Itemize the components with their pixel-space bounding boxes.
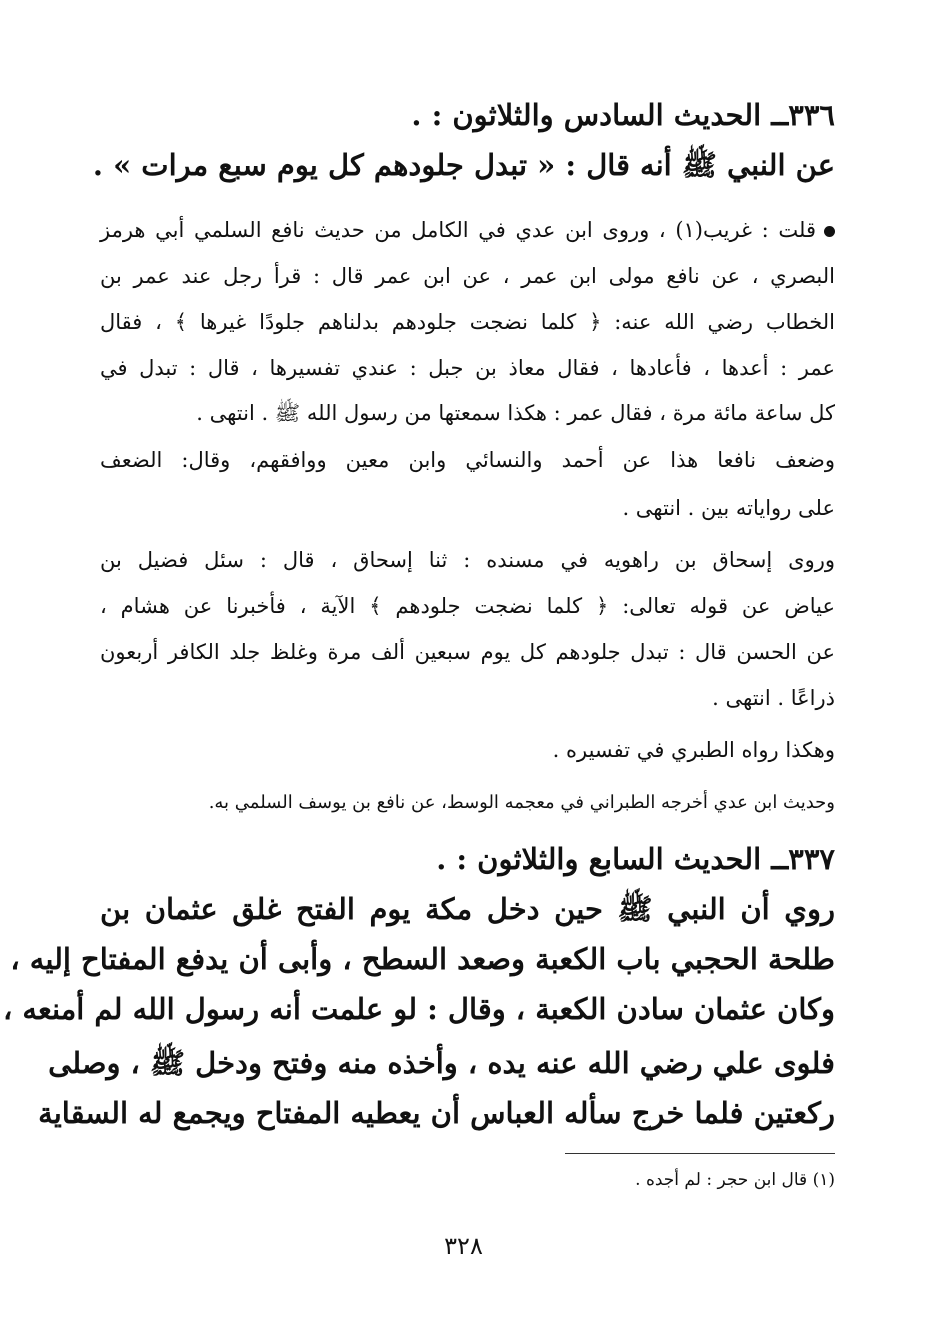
ishaq-line-3: عن الحسن قال : تبدل جلودهم كل يوم سبعين ألف مرة وغلظ جلد الكافر أربعون	[100, 640, 835, 664]
weakness-line-1: وضعف نافعا هذا عن أحمد والنسائي وابن معين ووافقهم، وقال: الضعف	[100, 448, 836, 472]
bullet-icon	[824, 226, 835, 237]
hadith-336-heading: ٣٣٦ــ الحديث السادس والثلاثون : .	[411, 98, 835, 132]
hadith-337-line-2: طلحة الحجبي باب الكعبة وصعد السطح ، وأبى أن يدفع المفتاح إليه ،	[10, 942, 835, 976]
hadith-337-line-1: روي أن النبي ﷺ حين دخل مكة يوم الفتح غلق عثمان بن	[100, 892, 835, 926]
page-number: ٣٢٨	[444, 1232, 483, 1260]
hadith-337-heading: ٣٣٧ــ الحديث السابع والثلاثون : .	[436, 842, 835, 876]
hadith-337-line-4: فلوى علي رضي الله عنه يده ، وأخذه منه وفتح ودخل ﷺ ، وصلى	[48, 1046, 835, 1080]
commentary-line-1: قلت : غريب(١) ، وروى ابن عدي في الكامل من حديث نافع السلمي أبي هرمز	[100, 218, 835, 242]
commentary-line-2: البصري ، عن نافع مولى ابن عمر ، عن ابن عمر قال : قرأ رجل عند عمر بن	[100, 264, 835, 288]
commentary-line-4: عمر : أعدها ، فأعادها ، فقال معاذ بن جبل : عندي تفسيرها ، قال : تبدل في	[100, 356, 835, 380]
hadith-337-line-5: ركعتين فلما خرج سأله العباس أن يعطيه المفتاح ويجمع له السقاية	[38, 1096, 835, 1130]
ishaq-line-2: عياض عن قوله تعالى: ﴿ كلما نضجت جلودهم ﴾ الآية ، فأخبرنا عن هشام ،	[100, 594, 835, 618]
hadith-337-line-3: وكان عثمان سادن الكعبة ، وقال : لو علمت أنه رسول الله لم أمنعه ،	[2, 992, 835, 1026]
commentary-line-5: كل ساعة مائة مرة ، فقال عمر : هكذا سمعتها من رسول الله ﷺ . انتهى .	[196, 401, 835, 425]
tabarani-line: وحديث ابن عدي أخرجه الطبراني في معجمه الوسط، عن نافع بن يوسف السلمي به.	[208, 792, 835, 813]
weakness-line-2: على رواياته بين . انتهى .	[622, 496, 835, 520]
hadith-336-text: عن النبي ﷺ أنه قال : « تبدل جلودهم كل يوم سبع مرات » .	[92, 148, 835, 182]
ishaq-line-1: وروى إسحاق بن راهويه في مسنده : ثنا إسحاق ، قال : سئل فضيل بن	[100, 548, 835, 572]
commentary-line-3: الخطاب رضي الله عنه: ﴿ كلما نضجت جلودهم بدلناهم جلودًا غيرها ﴾ ، فقال	[100, 310, 835, 334]
tabari-line: وهكذا رواه الطبري في تفسيره .	[552, 738, 835, 762]
ishaq-line-4: ذراعًا . انتهى .	[712, 686, 835, 710]
footnote-divider	[565, 1153, 835, 1154]
footnote: (١) قال ابن حجر : لم أجده .	[635, 1170, 835, 1190]
